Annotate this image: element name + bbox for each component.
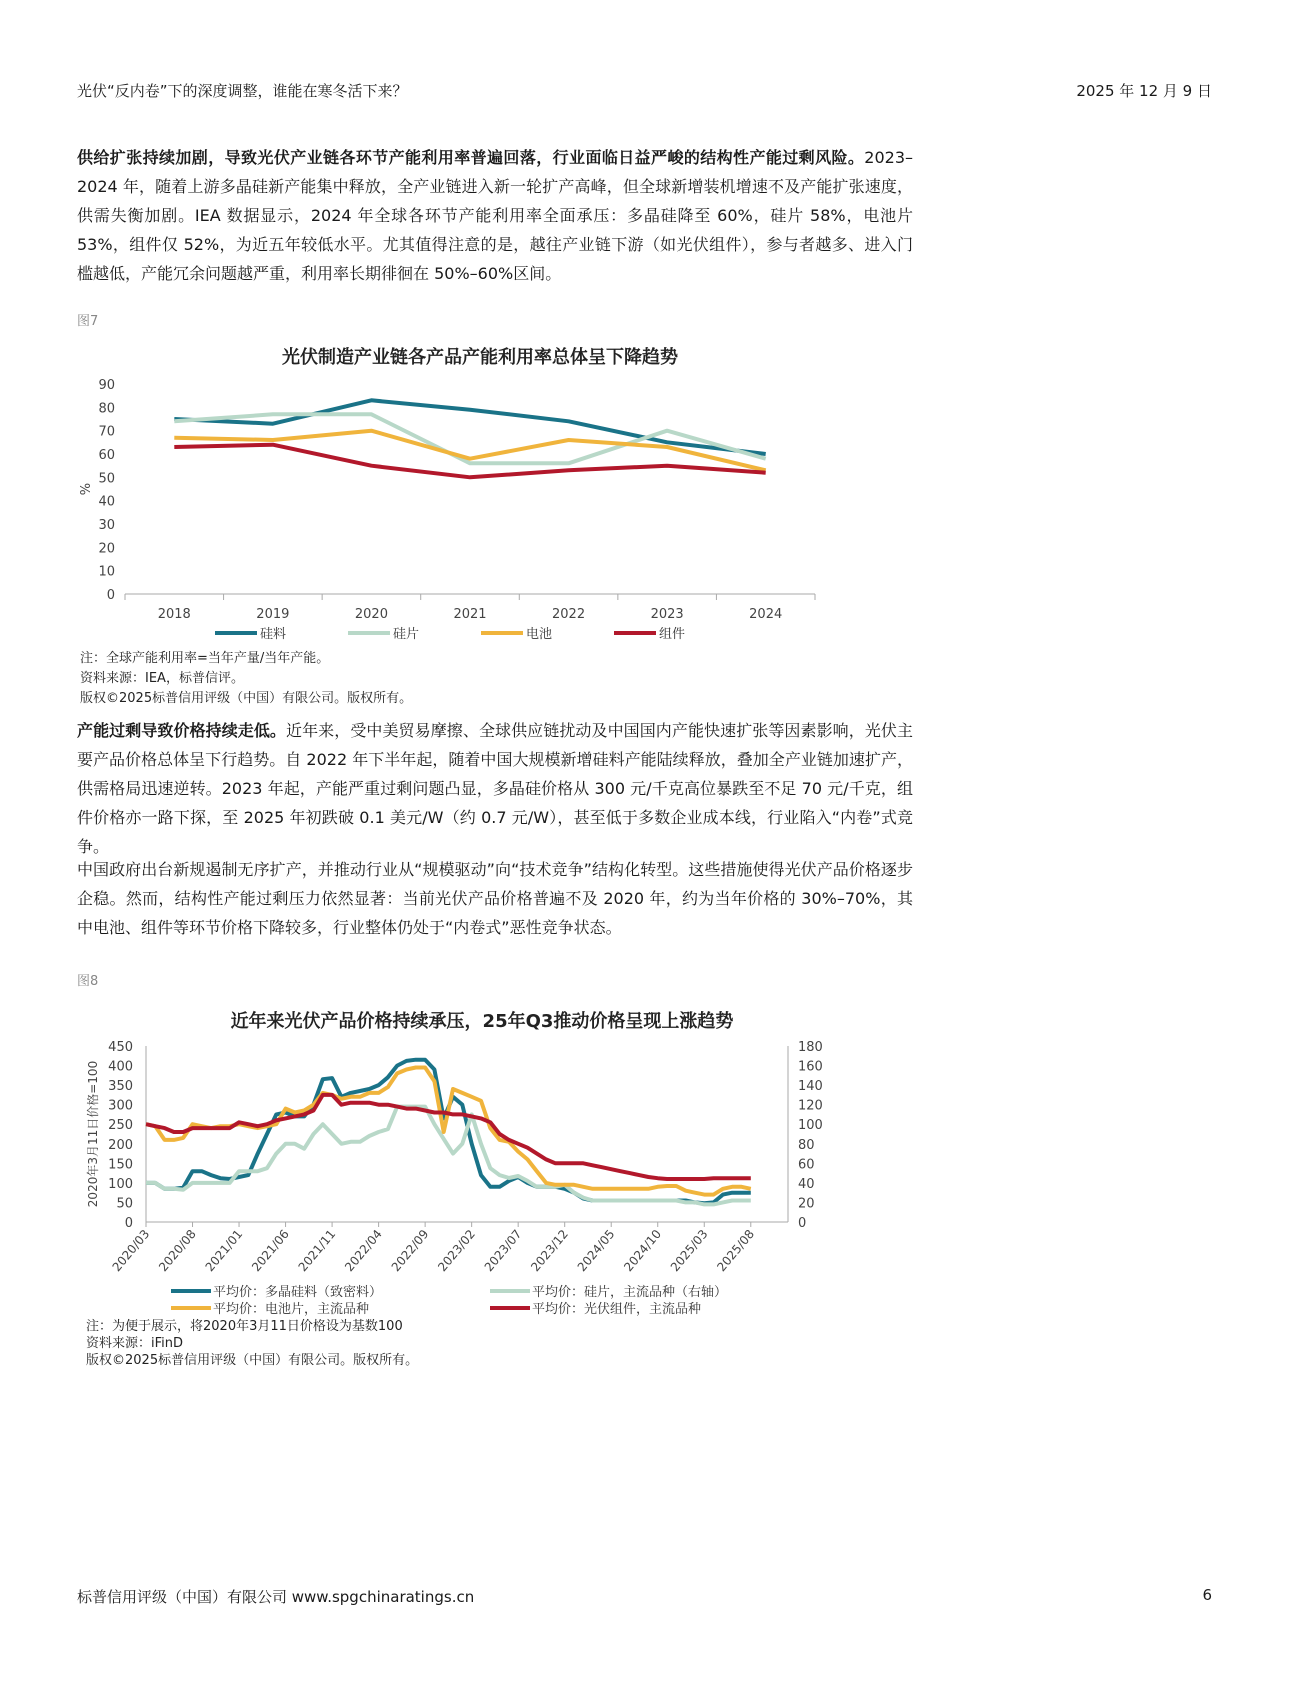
note-line: 注：全球产能利用率=当年产量/当年产能。	[80, 651, 330, 666]
y-tick-label: 20	[98, 541, 115, 557]
y2-tick-label: 180	[798, 1040, 823, 1055]
paragraph-policy: 中国政府出台新规遏制无序扩产，并推动行业从“规模驱动”向“技术竞争”结构化转型。这些措施使得光伏产品价格逐步企稳。然而，结构性产能过剩压力依然显著：当前光伏产品价格普遍不及 2020 年，约为当年价格的 30%–70%，其中电池、组件等环节价格下降较多，行业整体仍处于“内卷式”恶性竞争状态。	[77, 860, 913, 937]
note-line: 资料来源：iFinD	[86, 1336, 184, 1351]
legend-label: 平均价：光伏组件，主流品种	[532, 1302, 702, 1317]
y2-tick-label: 80	[798, 1137, 815, 1153]
series-line-平均价：硅片，主流品种（右轴）	[146, 1107, 751, 1205]
x-tick-label: 2018	[157, 607, 191, 622]
y-tick-label: 60	[98, 448, 115, 463]
y-tick-label: 10	[98, 564, 115, 580]
x-tick-label: 2020	[354, 607, 388, 622]
x-tick-label: 2020/03	[109, 1226, 153, 1275]
figure-7-notes	[80, 649, 412, 709]
y-tick-label: 150	[108, 1157, 133, 1173]
y2-tick-label: 120	[798, 1098, 823, 1114]
paragraph-body: 2023–2024 年，随着上游多晶硅新产能集中释放，全产业链进入新一轮扩产高峰，但全球新增装机增速不及产能扩张速度，供需失衡加剧。IEA 数据显示，2024 年全球各环节产能利用率全面承压：多晶硅降至 60%，硅片 58%，电池片 53%，组件仅 52%，为近五年较低水平。尤其值得注意的是，越往产业链下游（如光伏组件），参与者越多、进入门槛越低，产能冗余问题越严重，利用率长期徘徊在 50%–60%区间。	[77, 148, 913, 283]
y2-tick-label: 160	[798, 1059, 823, 1075]
chart-title: 光伏制造产业链各产品产能利用率总体呈下降趋势	[282, 347, 678, 368]
x-tick-label: 2021/06	[249, 1226, 292, 1275]
x-tick-label: 2023/02	[435, 1226, 478, 1275]
y-tick-label: 50	[116, 1196, 133, 1212]
legend-label: 平均价：硅片，主流品种（右轴）	[532, 1285, 728, 1300]
y-tick-label: 300	[108, 1098, 133, 1114]
x-tick-label: 2023/12	[528, 1226, 571, 1275]
x-tick-label: 2024	[749, 607, 783, 622]
x-tick-label: 2022/04	[342, 1226, 385, 1275]
x-tick-label: 2021	[453, 607, 487, 622]
x-tick-label: 2020/08	[156, 1226, 199, 1275]
x-tick-label: 2023	[650, 607, 684, 622]
y-tick-label: 90	[98, 378, 115, 393]
y-axis-label: 2020年3月11日价格=100	[86, 1060, 100, 1208]
legend-label: 硅片	[393, 627, 420, 642]
y-tick-label: 100	[108, 1176, 133, 1192]
y-tick-label: 0	[106, 588, 115, 603]
paragraph-supply-expansion	[77, 143, 913, 288]
utilization-chart	[70, 335, 850, 655]
y-tick-label: 30	[98, 518, 115, 533]
report-date: 2025 年 12 月 9 日	[1076, 82, 1212, 100]
series-line-平均价：多晶硅料（致密料）	[146, 1060, 751, 1204]
page-number: 6	[1202, 1586, 1212, 1604]
y-tick-label: 70	[98, 424, 115, 440]
x-tick-label: 2021/11	[295, 1226, 339, 1275]
x-tick-label: 2019	[256, 607, 290, 622]
paragraph-lead: 产能过剩导致价格持续走低。	[77, 721, 287, 740]
x-tick-label: 2023/07	[481, 1226, 525, 1275]
legend-label: 电池	[526, 627, 553, 642]
y-tick-label: 450	[108, 1040, 133, 1055]
x-tick-label: 2024/10	[621, 1226, 665, 1275]
y-tick-label: 250	[108, 1118, 133, 1134]
x-tick-label: 2022/09	[388, 1226, 432, 1275]
paragraph-body: 近年来，受中美贸易摩擦、全球供应链扰动及中国国内产能快速扩张等因素影响，光伏主要产品价格总体呈下行趋势。自 2022 年下半年起，随着中国大规模新增硅料产能陆续释放，叠加全产业链加速扩产，供需格局迅速逆转。2023 年起，产能严重过剩问题凸显，多晶硅价格从 300 元/千克高位暴跌至不足 70 元/千克，组件价格亦一路下探，至 2025 年初跌破 0.1 美元/W（约 0.7 元/W），甚至低于多数企业成本线，行业陷入“内卷”式竞争。	[77, 721, 913, 856]
figure-8-label: 图8	[77, 974, 99, 989]
note-line: 注：为便于展示，将2020年3月11日价格设为基数100	[86, 1319, 403, 1334]
y2-tick-label: 140	[798, 1079, 823, 1095]
y2-tick-label: 60	[798, 1157, 815, 1173]
paragraph-lead: 供给扩张持续加剧，导致光伏产业链各环节产能利用率普遍回落，行业面临日益严峻的结构性产能过剩风险。	[77, 148, 865, 167]
y-tick-label: 80	[98, 401, 115, 417]
note-line: 版权©2025标普信用评级（中国）有限公司。版权所有。	[86, 1353, 419, 1368]
price-chart	[75, 1000, 835, 1322]
x-tick-label: 2025/08	[714, 1226, 758, 1275]
x-tick-label: 2024/05	[574, 1226, 618, 1275]
legend-label: 平均价：电池片，主流品种	[213, 1302, 370, 1317]
x-tick-label: 2022	[552, 607, 586, 622]
x-tick-label: 2021/01	[202, 1226, 246, 1275]
y2-tick-label: 0	[798, 1216, 807, 1231]
figure-8-notes	[86, 1318, 418, 1369]
note-line: 版权©2025标普信用评级（中国）有限公司。版权所有。	[80, 691, 413, 706]
legend-label: 组件	[659, 627, 686, 642]
figure-7-label: 图7	[77, 314, 99, 329]
y-axis-label: %	[79, 482, 94, 496]
y-tick-label: 350	[108, 1079, 133, 1095]
legend-label: 硅料	[260, 627, 287, 642]
chart-title: 近年来光伏产品价格持续承压，25年Q3推动价格呈现上涨趋势	[230, 1011, 734, 1032]
y2-tick-label: 20	[798, 1196, 815, 1212]
y-tick-label: 200	[108, 1137, 133, 1153]
y-tick-label: 0	[124, 1216, 133, 1231]
legend-label: 平均价：多晶硅料（致密料）	[213, 1285, 383, 1300]
y-tick-label: 50	[98, 471, 115, 487]
report-title: 光伏“反内卷”下的深度调整，谁能在寒冬活下来？	[77, 82, 408, 100]
y2-tick-label: 100	[798, 1118, 823, 1134]
y-tick-label: 40	[98, 494, 115, 510]
y-tick-label: 400	[108, 1059, 133, 1075]
x-tick-label: 2025/03	[667, 1226, 711, 1275]
note-line: 资料来源：IEA，标普信评。	[80, 671, 244, 686]
y2-tick-label: 40	[798, 1176, 815, 1192]
footer-company: 标普信用评级（中国）有限公司 www.spgchinaratings.cn	[77, 1588, 475, 1606]
paragraph-price-decline	[77, 716, 913, 861]
